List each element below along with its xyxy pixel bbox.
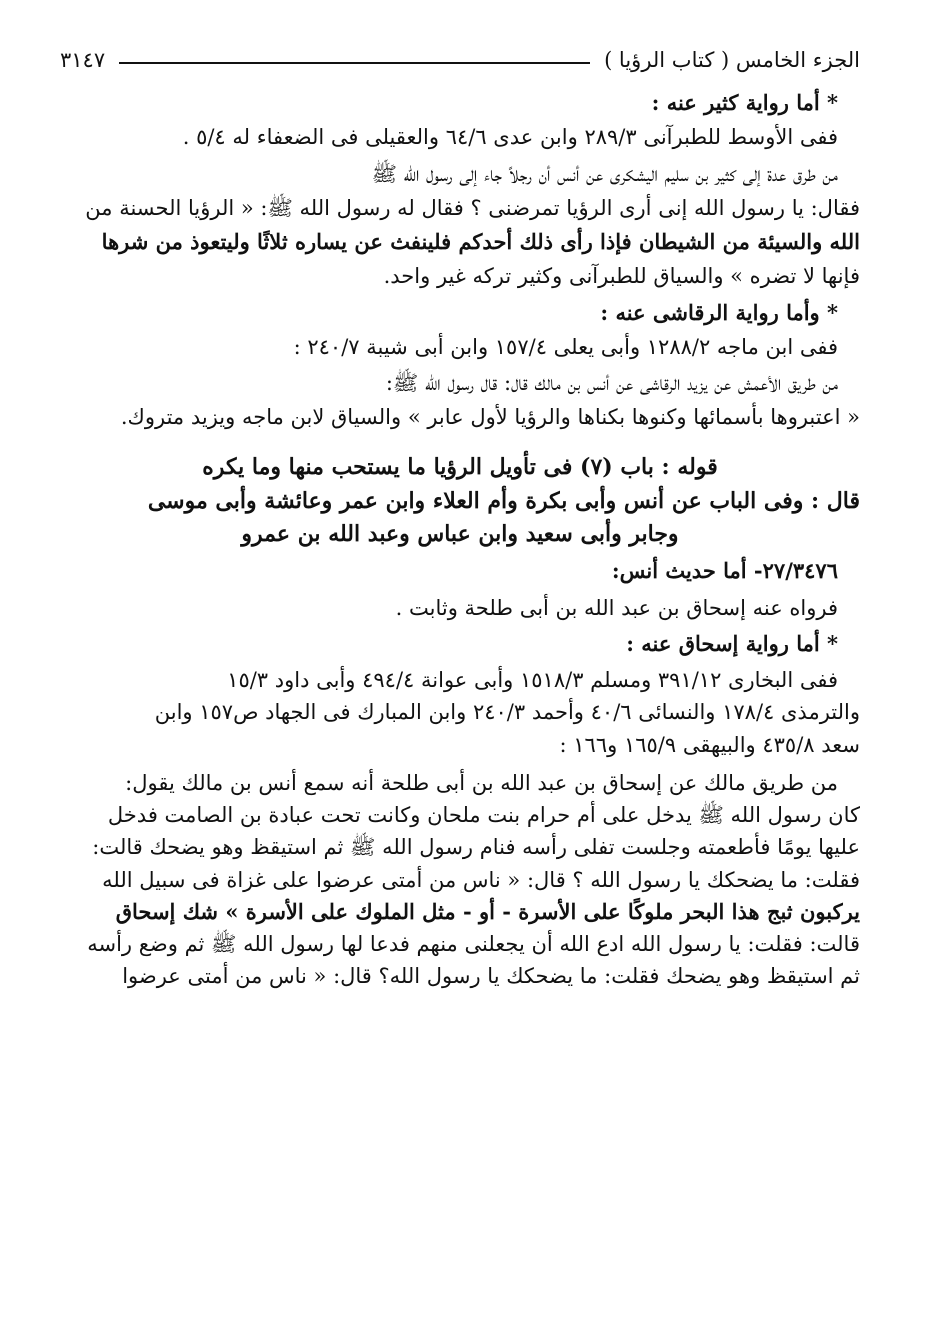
running-head (60, 40, 860, 80)
page-number: ٣١٤٧ (60, 48, 106, 72)
hadith-text-line: فإنها لا تضره » والسياق للطبرآنى وكثير تركه غير واحد. (383, 264, 860, 289)
hadith-text-line: ثم استيقظ وهو يضحك فقلت: ما يضحكك يا رسول الله؟ قال: « ناس من أمتى عرضوا (122, 964, 860, 989)
chapter-intro-line: وجابر وأبى سعيد وابن عباس وعبد الله بن عمرو (241, 520, 679, 547)
hadith-narrators: فرواه عنه إسحاق بن عبد الله بن أبى طلحة وثابت . (395, 595, 838, 620)
chapter-title: قوله : باب (٧) فى تأويل الرؤيا ما يستحب منها وما يكره (202, 453, 718, 480)
section-kathir (60, 90, 860, 290)
hadith-text-line: فقلت: ما يضحكك يا رسول الله ؟ قال: « ناس من أمتى عرضوا على غزاة فى سبيل الله (102, 867, 860, 892)
running-head-title: الجزء الخامس ( كتاب الرؤيا ) (604, 48, 860, 72)
header-rule (119, 62, 590, 64)
hadith-text-line: يركبون ثبج هذا البحر ملوكًا على الأسرة - أو - مثل الملوك على الأسرة » شك إسحاق (115, 898, 860, 924)
chapter-intro-line: قال : وفى الباب عن أنس وأبى بكرة وأم العلاء وابن عمر وعائشة وأبى موسى (147, 488, 860, 515)
section-heading-ishaq: * أما رواية إسحاق عنه : (626, 630, 838, 656)
hadith-text-line: « اعتبروها بأسمائها وكنوها بكناها والرؤيا لأول عابر » والسياق لابن ماجه ويزيد متروك. (120, 405, 860, 430)
references-line: والترمذى ١٧٨/٤ والنسائى ٤٠/٦ وأحمد ٢٤٠/٣ وابن المبارك فى الجهاد ص١٥٧ وابن (154, 700, 860, 725)
hadith-text-line: كان رسول الله ﷺ يدخل على أم حرام بنت ملحان وكانت تحت عبادة بن الصامت فدخل (107, 803, 860, 828)
hadith-text-line: عليها يومًا فأطعمته وجلست تفلى رأسه فنام رسول الله ﷺ ثم استيقظ وهو يضحك قالت: (92, 835, 860, 860)
hadith-text-line: من طريق مالك عن إسحاق بن عبد الله بن أبى طلحة أنه سمع أنس بن مالك يقول: (125, 770, 838, 795)
hadith-text-line: فقال: يا رسول الله إنى أرى الرؤيا تمرضنى ؟ فقال له رسول الله ﷺ: « الرؤيا الحسنة من (85, 195, 860, 220)
hadith-text-line: من طرق عدة إلى كثير بن سليم اليشكرى عن أنس أن رجلاً جاء إلى رسول الله ﷺ (371, 161, 838, 186)
hadith-text-line: قالت: فقلت: يا رسول الله ادع الله أن يجعلنى منهم فدعا لها رسول الله ﷺ ثم وضع رأسه (87, 932, 860, 957)
section-heading-kathir: * أما رواية كثير عنه : (651, 90, 838, 115)
chapter-block (60, 453, 860, 549)
book-page (60, 40, 860, 1300)
references-raqashi: ففى ابن ماجه ١٢٨٨/٢ وأبى يعلى ١٥٧/٤ وابن أبى شيبة ٢٤٠/٧ : (293, 334, 838, 359)
references-line: ففى البخارى ٣٩١/١٢ ومسلم ١٥١٨/٣ وأبى عوانة ٤٩٤/٤ وأبى داود ١٥/٣ (227, 668, 838, 693)
hadith-text-line: الله والسيئة من الشيطان فإذا رأى ذلك أحدكم فلينفث عن يساره ثلاثًا وليتعوذ من شرها (101, 229, 860, 254)
hadith-heading: ٢٧/٣٤٧٦- أما حديث أنس: (611, 558, 838, 584)
references-kathir: ففى الأوسط للطبرآنى ٢٨٩/٣ وابن عدى ٦٤/٦ والعقيلى فى الضعفاء له ٥/٤ . (182, 125, 838, 150)
section-raqashi (60, 300, 860, 431)
references-line: سعد ٤٣٥/٨ والبيهقى ١٦٥/٩ و١٦٦ : (559, 732, 860, 757)
section-heading-raqashi: * وأما رواية الرقاشى عنه : (600, 299, 838, 325)
hadith-text-line: من طريق الأعمش عن يزيد الرقاشى عن أنس بن مالك قال: قال رسول الله ﷺ: (385, 371, 838, 395)
hadith-block (60, 558, 860, 621)
section-ishaq (60, 631, 860, 990)
